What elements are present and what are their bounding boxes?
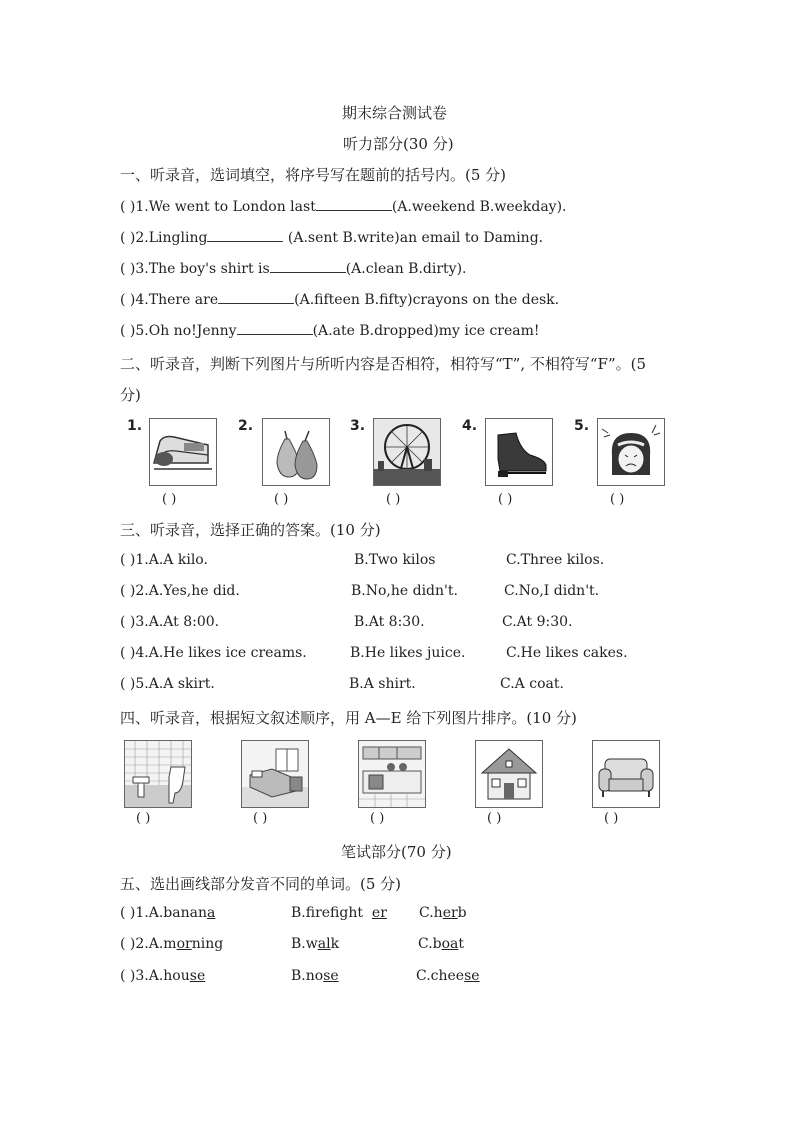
s2-number-2: 2.: [238, 418, 254, 434]
answer-blank[interactable]: [218, 291, 294, 304]
s1-item-4: ( )4.There are (A.fifteen B.fifty)crayons on the desk.: [120, 292, 560, 308]
s5-q1-c: C.herb: [419, 905, 467, 921]
house-icon: [475, 740, 543, 808]
s3-q1-b: B.Two kilos: [354, 552, 436, 568]
section-2-heading: 二、听录音，判断下列图片与所听内容是否相符，相符写“T”, 不相符写“F”。(5: [120, 355, 647, 373]
writing-header: 笔试部分(70 分): [341, 843, 452, 861]
s5-q3-c: C.cheese: [416, 968, 480, 984]
section-1-heading: 一、听录音，选词填空，将序号写在题前的括号内。(5 分): [120, 166, 507, 184]
s2-blank-2[interactable]: ( ): [274, 492, 289, 507]
s5-q1: ( )1.A.banana: [120, 905, 216, 921]
s5-q1-b: B.firefight er: [291, 905, 387, 921]
s3-q1: ( )1.A.A kilo.: [120, 552, 208, 568]
s5-q2: ( )2.A.morning: [120, 936, 224, 952]
s2-blank-3[interactable]: ( ): [386, 492, 401, 507]
s1-item-3: ( )3.The boy's shirt is (A.clean B.dirty).: [120, 261, 467, 277]
s3-q2-b: B.No,he didn't.: [351, 583, 458, 599]
s2-number-4: 4.: [462, 418, 478, 434]
sofa-icon: [592, 740, 660, 808]
s3-q3-b: B.At 8:30.: [354, 614, 425, 630]
answer-blank[interactable]: [270, 260, 346, 273]
pears-icon: [262, 418, 330, 486]
page-title: 期末综合测试卷: [342, 104, 448, 122]
s2-number-5: 5.: [574, 418, 590, 434]
s1-item-1: ( )1.We went to London last (A.weekend B.weekday).: [120, 199, 567, 215]
s5-q2-c: C.boat: [418, 936, 465, 952]
s4-blank-3[interactable]: ( ): [370, 811, 385, 826]
section-4-heading: 四、听录音，根据短文叙述顺序，用 A—E 给下列图片排序。(10 分): [120, 709, 577, 727]
s3-q1-c: C.Three kilos.: [506, 552, 605, 568]
section-2-heading-cont: 分): [120, 386, 141, 404]
answer-blank[interactable]: [207, 229, 283, 242]
s3-q3: ( )3.A.At 8:00.: [120, 614, 220, 630]
s3-q5-b: B.A shirt.: [349, 676, 416, 692]
s1-item-5: ( )5.Oh no!Jenny (A.ate B.dropped)my ice cream!: [120, 323, 540, 339]
section-3-heading: 三、听录音，选择正确的答案。(10 分): [120, 521, 381, 539]
s3-q4: ( )4.A.He likes ice creams.: [120, 645, 307, 661]
girl-icon: [597, 418, 665, 486]
s4-blank-1[interactable]: ( ): [136, 811, 151, 826]
bathroom-icon: [124, 740, 192, 808]
s3-q3-c: C.At 9:30.: [502, 614, 573, 630]
s4-blank-4[interactable]: ( ): [487, 811, 502, 826]
s5-q2-b: B.walk: [291, 936, 340, 952]
s3-q5-c: C.A coat.: [500, 676, 564, 692]
answer-blank[interactable]: [316, 198, 392, 211]
s2-number-1: 1.: [127, 418, 143, 434]
listening-header: 听力部分(30 分): [343, 135, 454, 153]
s4-blank-2[interactable]: ( ): [253, 811, 268, 826]
s3-q2-c: C.No,I didn't.: [504, 583, 600, 599]
s3-q4-b: B.He likes juice.: [350, 645, 466, 661]
kitchen-icon: [358, 740, 426, 808]
s5-q3: ( )3.A.house: [120, 968, 206, 984]
s3-q2: ( )2.A.Yes,he did.: [120, 583, 240, 599]
s2-blank-4[interactable]: ( ): [498, 492, 513, 507]
s2-number-3: 3.: [350, 418, 366, 434]
s1-item-2: ( )2.Lingling (A.sent B.write)an email to Daming.: [120, 230, 544, 246]
s5-q3-b: B.nose: [291, 968, 339, 984]
s2-blank-5[interactable]: ( ): [610, 492, 625, 507]
train-icon: [149, 418, 217, 486]
ferris-wheel-icon: [373, 418, 441, 486]
answer-blank[interactable]: [237, 322, 313, 335]
s3-q5: ( )5.A.A skirt.: [120, 676, 215, 692]
s3-q4-c: C.He likes cakes.: [506, 645, 628, 661]
section-5-heading: 五、选出画线部分发音不同的单词。(5 分): [120, 875, 402, 893]
s2-blank-1[interactable]: ( ): [162, 492, 177, 507]
bedroom-icon: [241, 740, 309, 808]
s4-blank-5[interactable]: ( ): [604, 811, 619, 826]
shoe-icon: [485, 418, 553, 486]
